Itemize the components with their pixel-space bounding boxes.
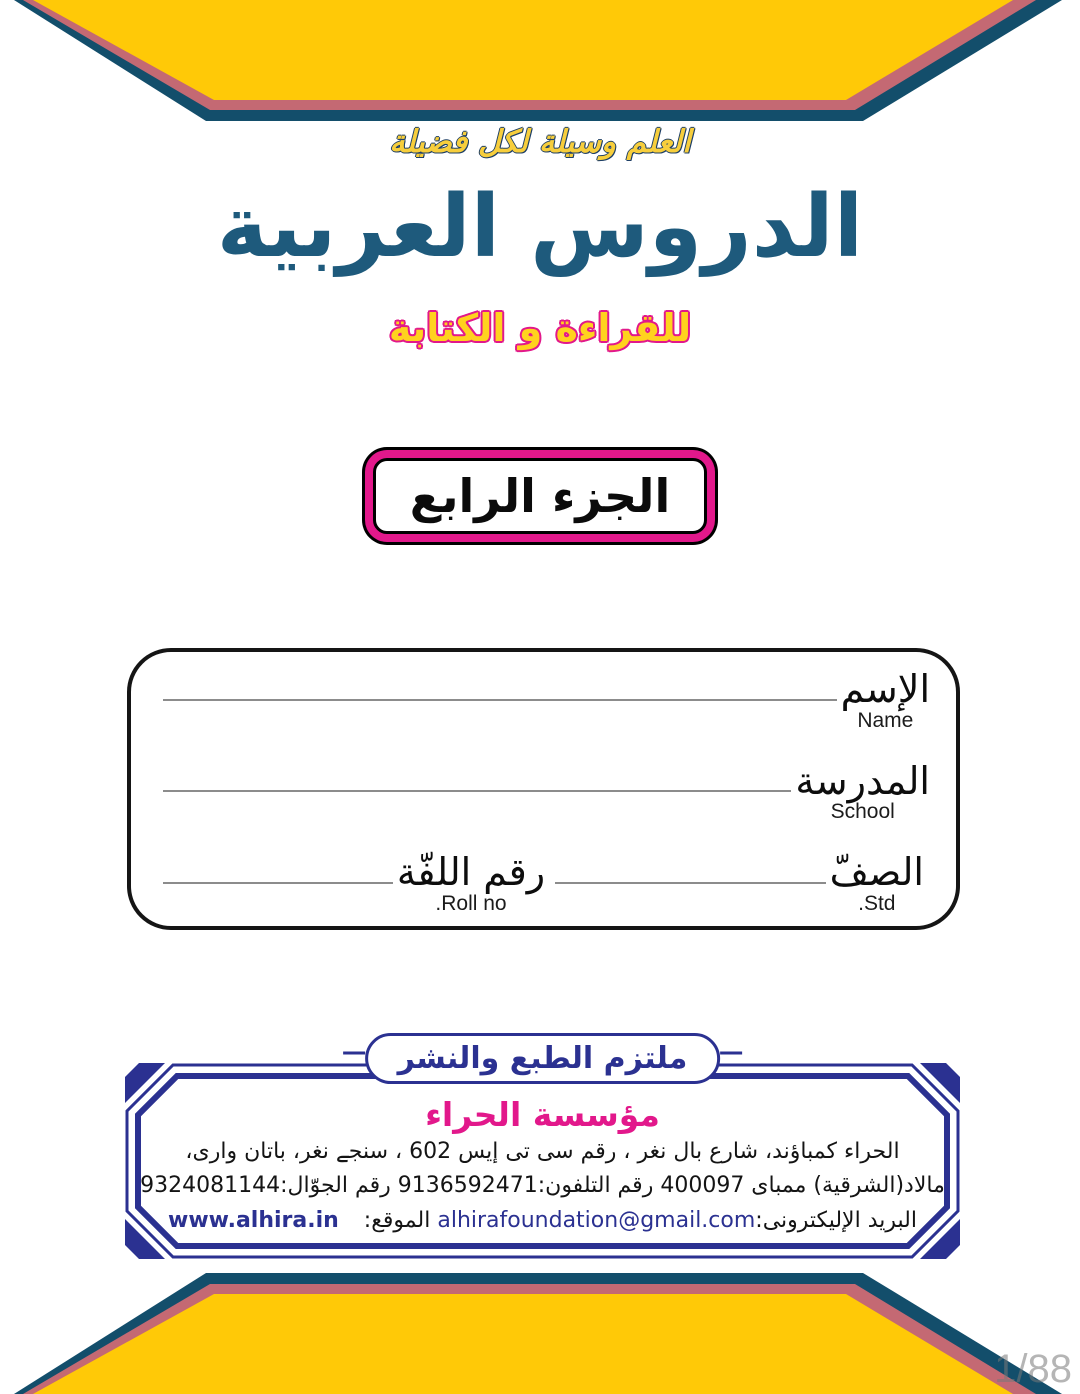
book-subtitle: للقراءة و الكتابة: [388, 306, 692, 350]
school-label: [795, 760, 930, 825]
website-link[interactable]: www.alhira.in: [168, 1208, 339, 1234]
publisher-address-line1: الحراء كمباؤند، شارع بال نغر ، رقم سى تى إيس 602 ، سنجے نغر، باتان وارى،: [185, 1138, 900, 1164]
roll-label-arabic: رقم اللفّة: [396, 850, 546, 895]
part-badge: الجزء الرابع: [373, 458, 707, 534]
roll-fill-line: [163, 882, 393, 884]
book-title: الدروس العربية: [216, 177, 864, 277]
name-label-arabic: الإسم: [840, 667, 930, 711]
name-label: [841, 668, 930, 733]
email-label: البريد الإليكترونى:: [755, 1208, 917, 1234]
school-label-english: School: [830, 800, 895, 824]
publisher-name: مؤسسة الحراء: [425, 1095, 660, 1134]
part-badge-container: [0, 458, 1080, 534]
roll-label-english: Roll no.: [435, 892, 507, 915]
school-field-row: [163, 760, 930, 825]
email-link[interactable]: alhirafoundation@gmail.com: [437, 1208, 756, 1234]
publisher-address-line2: مالاد(الشرقية) ممباى 400097 رقم التلفون:9136592471 رقم الجوّال:9324081144: [140, 1173, 945, 1199]
publisher-banner: ملتزم الطبع والنشر: [365, 1033, 721, 1084]
name-fill-line: [163, 699, 837, 701]
publisher-section: [125, 1033, 960, 1259]
student-info-card: [127, 648, 960, 930]
std-fill-line: [555, 882, 825, 884]
top-border-decoration: [0, 0, 1080, 125]
school-fill-line: [163, 790, 791, 792]
page-number: 1/88: [994, 1347, 1072, 1391]
bottom-border-decoration: [0, 1269, 1080, 1394]
school-label-arabic: المدرسة: [795, 758, 930, 803]
name-label-english: Name: [857, 708, 914, 732]
roll-label: [397, 851, 545, 916]
std-roll-field-row: [163, 851, 930, 916]
publisher-contact-line: [125, 1204, 960, 1239]
publisher-content: [125, 1095, 960, 1239]
std-label: [830, 851, 924, 916]
name-field-row: [163, 668, 930, 733]
std-label-english: Std.: [858, 892, 896, 915]
motto-calligraphy: العلم وسيلة لكل فضيلة: [389, 124, 691, 160]
std-label-arabic: الصفّ: [829, 850, 924, 895]
website-label: الموقع:: [363, 1208, 431, 1234]
